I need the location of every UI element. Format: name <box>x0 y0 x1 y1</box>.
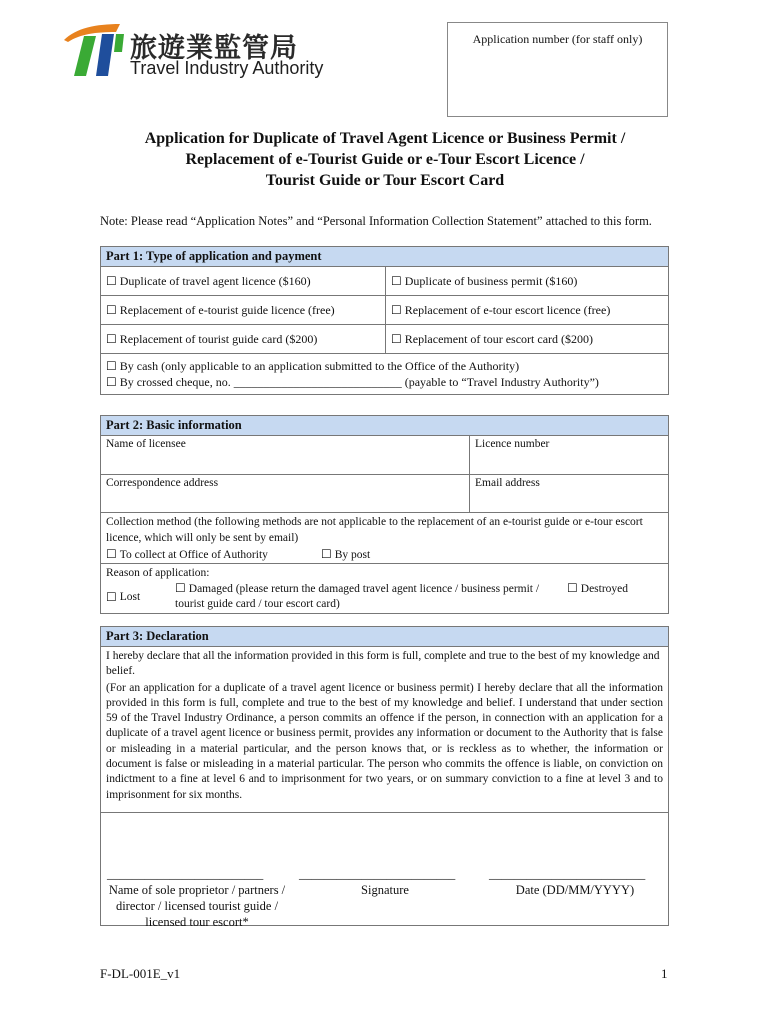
collection-method-text: Collection method (the following methods are not applicable to the replacement of an e-tourist guide or e-tour escort licence, which will only be sent by email) <box>106 516 643 544</box>
name-signature-block[interactable] <box>107 867 287 930</box>
option-label: Replacement of e-tour escort licence (free) <box>404 302 611 317</box>
reason-damaged-option[interactable] <box>175 581 567 612</box>
checkbox-icon[interactable]: ☐ <box>391 332 402 346</box>
staff-application-number-label: Application number (for staff only) <box>472 32 643 46</box>
date-block[interactable] <box>489 867 661 898</box>
correspondence-address-field[interactable] <box>101 475 470 512</box>
checkbox-icon[interactable]: ☐ <box>106 589 117 604</box>
collection-method-row <box>101 513 668 564</box>
reason-lost-label: Lost <box>119 590 141 603</box>
payment-method-cell <box>101 354 668 394</box>
option-replacement-e-tourist-guide-licence[interactable] <box>101 296 386 324</box>
part1-option-row <box>101 325 668 354</box>
checkbox-icon[interactable]: ☐ <box>391 303 402 317</box>
by-post-label: By post <box>334 549 371 561</box>
name-caption: Name of sole proprietor / partners / director / licensed tourist guide / licensed tour escort* <box>108 883 286 929</box>
checkbox-icon[interactable]: ☐ <box>106 359 117 373</box>
email-address-field[interactable] <box>470 475 668 512</box>
option-duplicate-business-permit[interactable] <box>386 267 668 295</box>
form-title-line: Application for Duplicate of Travel Agent Licence or Business Permit / <box>144 130 626 147</box>
page-number: 1 <box>661 966 668 981</box>
option-replacement-tourist-guide-card[interactable] <box>101 325 386 353</box>
option-label: Replacement of e-tourist guide licence (free) <box>119 302 335 317</box>
signature-line: _________________________ <box>299 867 456 881</box>
by-post-option[interactable] <box>321 546 370 563</box>
payment-method-row <box>101 354 668 394</box>
staff-application-number-box[interactable] <box>447 22 668 117</box>
checkbox-icon[interactable]: ☐ <box>391 274 402 288</box>
part1-option-row <box>101 267 668 296</box>
reason-options <box>106 581 663 612</box>
payment-cheque-option[interactable] <box>106 374 599 390</box>
signature-caption: Signature <box>361 883 409 897</box>
reason-label: Reason of application: <box>106 567 210 579</box>
name-line: _________________________ <box>107 867 264 881</box>
reason-lost-option[interactable] <box>106 581 175 612</box>
reason-cell <box>101 564 668 613</box>
licence-number-field[interactable] <box>470 436 668 474</box>
form-title-line: Replacement of e-Tourist Guide or e-Tour Escort Licence / <box>185 151 585 168</box>
reason-destroyed-label: Destroyed <box>580 583 629 595</box>
collect-office-option[interactable] <box>106 546 321 563</box>
part2-heading: Part 2: Basic information <box>101 416 668 436</box>
option-duplicate-travel-agent-licence[interactable] <box>101 267 386 295</box>
checkbox-icon[interactable]: ☐ <box>106 332 117 346</box>
collection-options <box>106 546 370 563</box>
declaration-cell <box>101 647 668 812</box>
part3-section <box>100 626 669 929</box>
part1-option-row <box>101 296 668 325</box>
form-note: Note: Please read “Application Notes” and “Personal Information Collection Statement” attached to this form. <box>100 214 652 228</box>
collection-method-cell <box>101 513 668 563</box>
correspondence-address-label: Correspondence address <box>106 477 219 489</box>
option-label: Replacement of tourist guide card ($200) <box>119 331 318 346</box>
checkbox-icon[interactable]: ☐ <box>106 375 117 389</box>
checkbox-icon[interactable]: ☐ <box>106 274 117 288</box>
part1-heading: Part 1: Type of application and payment <box>101 247 668 267</box>
part2-section <box>100 415 669 614</box>
part1-section <box>100 246 669 395</box>
option-label: Duplicate of business permit ($160) <box>404 273 578 288</box>
signature-block[interactable] <box>299 867 471 898</box>
tia-logo-icon <box>62 22 126 78</box>
date-line: _________________________ <box>489 867 646 881</box>
licensee-name-field[interactable] <box>101 436 470 474</box>
part3-heading: Part 3: Declaration <box>101 627 668 647</box>
declaration-row <box>101 647 668 813</box>
part2-row <box>101 475 668 513</box>
checkbox-icon[interactable]: ☐ <box>567 581 578 595</box>
form-title <box>90 128 680 191</box>
declaration-paragraph: (For an application for a duplicate of a travel agent licence or business permit) I hereby declare that all the information provided in this form is full, complete and true to the best of my knowledge and belief. I understand that under section 59 of the Travel Industry Ordinance, a person commits an offence if the person, in connection with an application for a duplicate of a travel agent licence or business permit, provides any information or document to the Authority that is false or misleading in a material particular, and the person knows that, or is reckless as to whether, the information or document is false or misleading in a material particular. The person who commits the offence is liable, on conviction on indictment to a fine at level 6 and to imprisonment for two years, or on summary conviction to a fine at level 3 and to imprisonment for six months. <box>106 681 663 801</box>
payment-cash-option[interactable] <box>106 358 519 374</box>
part2-row <box>101 436 668 475</box>
form-title-line: Tourist Guide or Tour Escort Card <box>265 172 505 189</box>
checkbox-icon[interactable]: ☐ <box>175 581 186 595</box>
signature-area <box>101 813 668 928</box>
reason-damaged-label: Damaged (please return the damaged travel agent licence / business permit / tourist guide card / tour escort card) <box>175 583 540 610</box>
option-replacement-tour-escort-card[interactable] <box>386 325 668 353</box>
payment-cash-label: By cash (only applicable to an application submitted to the Office of the Authority) <box>119 359 520 373</box>
option-label: Replacement of tour escort card ($200) <box>404 331 594 346</box>
licensee-name-label: Name of licensee <box>106 438 186 450</box>
logo-chinese-name: 旅遊業監管局 <box>130 33 298 64</box>
reason-row <box>101 564 668 613</box>
checkbox-icon[interactable]: ☐ <box>106 303 117 317</box>
form-code: F-DL-001E_v1 <box>100 966 181 981</box>
email-address-label: Email address <box>475 477 540 489</box>
collect-office-label: To collect at Office of Authority <box>119 549 268 561</box>
licence-number-label: Licence number <box>475 438 550 450</box>
option-label: Duplicate of travel agent licence ($160) <box>119 273 311 288</box>
reason-destroyed-option[interactable] <box>567 581 628 612</box>
payment-cheque-label: By crossed cheque, no. ____________________________ (payable to “Travel Industry Authority”) <box>119 375 599 389</box>
logo-english-name: Travel Industry Authority <box>130 58 324 78</box>
option-replacement-e-tour-escort-licence[interactable] <box>386 296 668 324</box>
date-caption: Date (DD/MM/YYYY) <box>515 883 635 897</box>
checkbox-icon[interactable]: ☐ <box>106 547 117 561</box>
declaration-paragraph: I hereby declare that all the information provided in this form is full, complete and true to the best of my knowledge and belief. <box>106 650 660 678</box>
checkbox-icon[interactable]: ☐ <box>321 547 332 561</box>
